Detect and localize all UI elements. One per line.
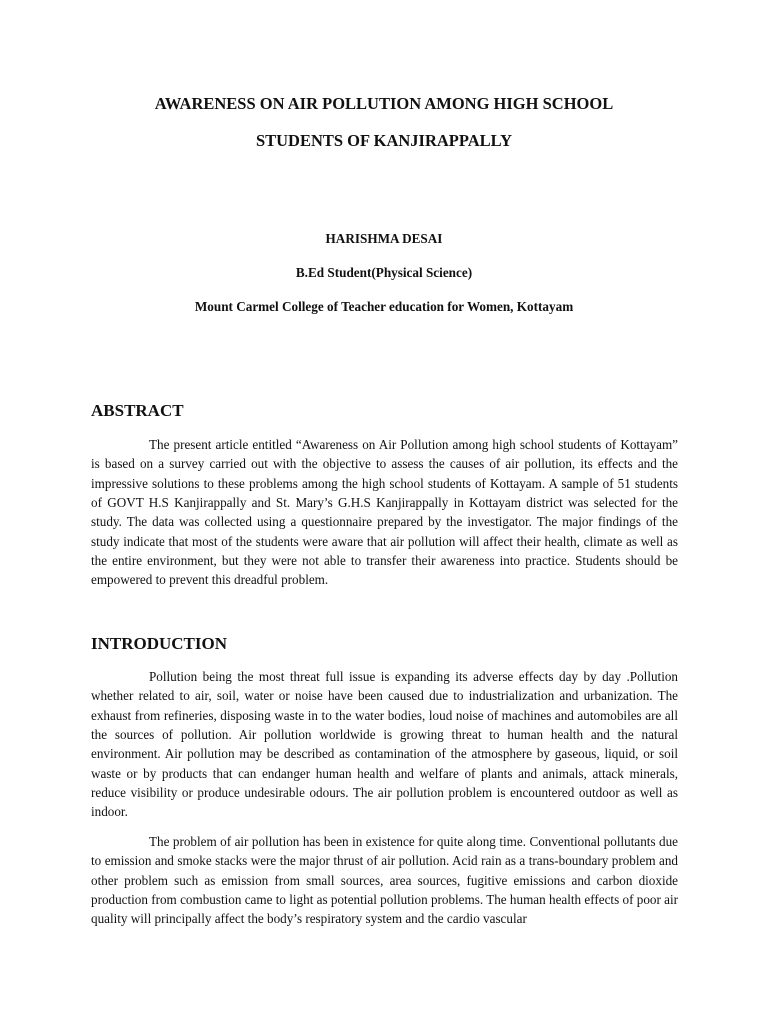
abstract-text: The present article entitled “Awareness on Air Pollution among high school students of Kottayam” is based on a survey carried out with the objective to assess the causes of air pollution, its effects and the impressive solutions to these problems among the high school students of Kottayam. A sample of 51 students of GOVT H.S Kanjirappally and St. Mary’s G.H.S Kanjirappally in Kottayam district was selected for the study. The data was collected using a questionnaire prepared by the investigator. The major findings of the study indicate that most of the students were aware that air pollution will affect their health, climate as well as the entire environment, but they were not able to transfer their awareness into practice. Students should be empowered to prevent this dreadful problem.	[91, 437, 678, 588]
paper-title-line-2: STUDENTS OF KANJIRAPPALLY	[255, 131, 513, 150]
author-role: B.Ed Student(Physical Science)	[295, 265, 473, 280]
author-name: HARISHMA DESAI	[325, 231, 443, 246]
abstract-heading: ABSTRACT	[91, 401, 184, 420]
introduction-heading: INTRODUCTION	[91, 634, 228, 653]
author-affiliation: Mount Carmel College of Teacher education for Women, Kottayam	[194, 299, 574, 314]
introduction-paragraph-2: The problem of air pollution has been in existence for quite along time. Conventional pollutants due to emission and smoke stacks were the major thrust of air pollution. Acid rain as a trans-boundary problem and other problem such as emission from small sources, area sources, fugitive emissions and carbon dioxide production from combustion came to light as potential pollution problems. The human health effects of poor air quality will principally affect the body’s respiratory system and the cardio vascular	[91, 834, 678, 927]
paper-title-line-1: AWARENESS ON AIR POLLUTION AMONG HIGH SCHOOL	[154, 94, 614, 113]
introduction-paragraph-1: Pollution being the most threat full issue is expanding its adverse effects day by day .Pollution whether related to air, soil, water or noise have been caused due to industrialization and urbanization. The exhaust from refineries, disposing waste in to the water bodies, loud noise of machines and automobiles are all the sources of pollution. Air pollution worldwide is growing threat to human health and the natural environment. Air pollution may be described as contamination of the atmosphere by gaseous, liquid, or soil waste or by products that can endanger human health and welfare of plants and animals, attack minerals, reduce visibility or produce undesirable odours. The air pollution problem is encountered outdoor as well as indoor.	[91, 669, 678, 820]
